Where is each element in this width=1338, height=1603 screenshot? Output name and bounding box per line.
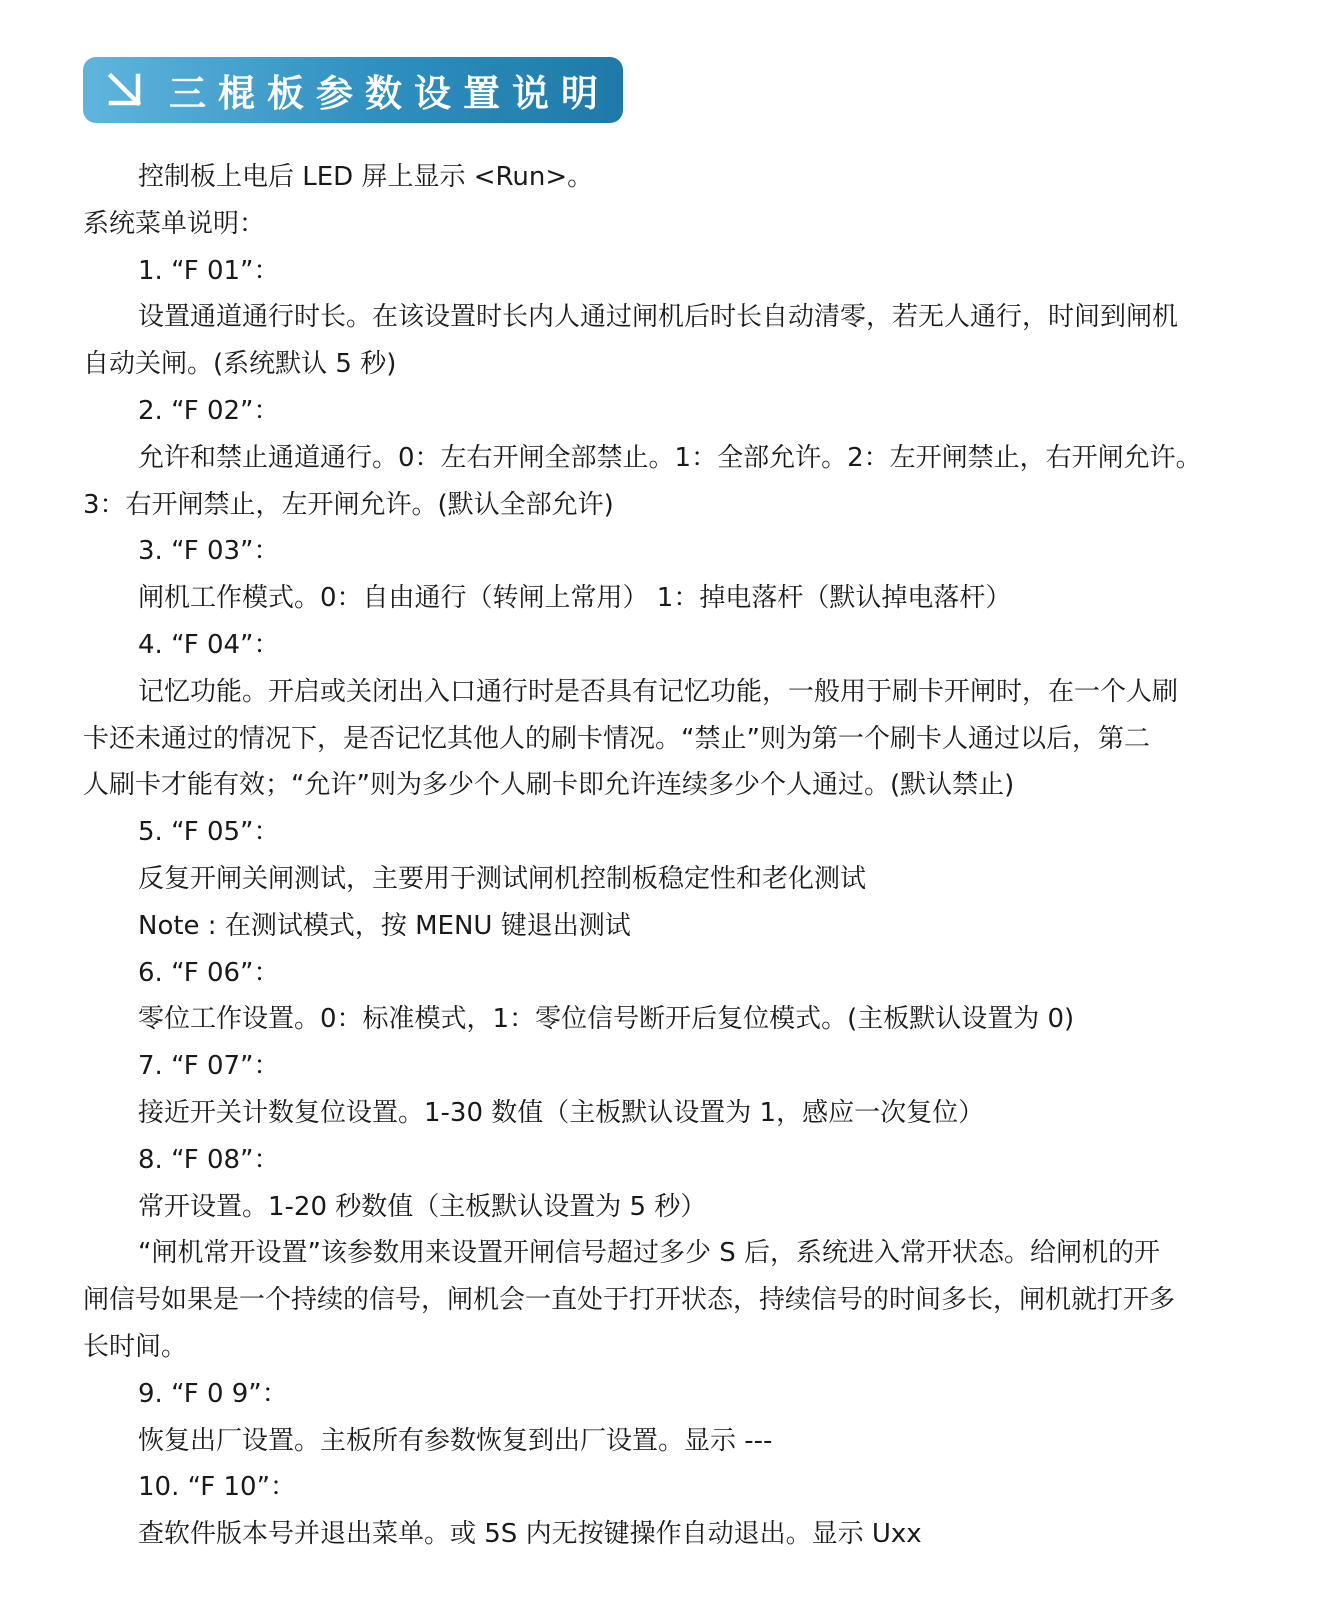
text-line: 卡还未通过的情况下，是否记忆其他人的刷卡情况。“禁止”则为第一个刷卡人通过以后，第二 xyxy=(83,723,1150,754)
text-line: 查软件版本号并退出菜单。或 5S 内无按键操作自动退出。显示 Uxx xyxy=(138,1519,922,1550)
document-body xyxy=(83,154,1273,1558)
text-line: 允许和禁止通道通行。0：左右开闸全部禁止。1：全部允许。2：左开闸禁止，右开闸允许。 xyxy=(138,442,1202,473)
text-line: 反复开闸关闸测试，主要用于测试闸机控制板稳定性和老化测试 xyxy=(138,863,867,894)
text-line: 设置通道通行时长。在该设置时长内人通过闸机后时长自动清零，若无人通行，时间到闸机 xyxy=(138,302,1179,333)
text-line: 常开设置。1-20 秒数值（主板默认设置为 5 秒） xyxy=(138,1191,707,1222)
text-line: 系统菜单说明： xyxy=(83,208,266,239)
text-line: 记忆功能。开启或关闭出入口通行时是否具有记忆功能，一般用于刷卡开闸时，在一个人刷 xyxy=(138,676,1179,707)
text-line: 长时间。 xyxy=(83,1331,188,1362)
text-line: Note : 在测试模式，按 MENU 键退出测试 xyxy=(138,910,631,941)
text-line: 恢复出厂设置。主板所有参数恢复到出厂设置。显示 --- xyxy=(138,1425,773,1456)
text-line: 7. “F 07”： xyxy=(138,1051,280,1082)
text-line: 9. “F 0 9”： xyxy=(138,1378,288,1409)
text-line: 3. “F 03”： xyxy=(138,536,280,567)
text-line: 10. “F 10”： xyxy=(138,1472,297,1503)
section-header xyxy=(83,57,623,123)
text-line: 3：右开闸禁止，左开闸允许。(默认全部允许) xyxy=(83,489,614,520)
text-line: 控制板上电后 LED 屏上显示 <Run>。 xyxy=(138,162,594,192)
text-line: 接近开关计数复位设置。1-30 数值（主板默认设置为 1，感应一次复位） xyxy=(138,1097,985,1128)
arrow-down-right-icon xyxy=(105,70,145,110)
text-line: 闸信号如果是一个持续的信号，闸机会一直处于打开状态，持续信号的时间多长，闸机就打开多 xyxy=(83,1285,1176,1316)
text-line: 4. “F 04”： xyxy=(138,629,280,660)
text-line: 自动关闸。(系统默认 5 秒) xyxy=(83,349,397,380)
text-line: 人刷卡才能有效；“允许”则为多少个人刷卡即允许连续多少个人通过。(默认禁止) xyxy=(83,770,1015,801)
text-line: 1. “F 01”： xyxy=(138,255,280,286)
text-line: 6. “F 06”： xyxy=(138,957,280,988)
section-title: 三棍板参数设置说明 xyxy=(169,72,610,115)
text-line: 5. “F 05”： xyxy=(138,817,280,848)
text-line: 2. “F 02”： xyxy=(138,395,280,426)
text-line: 零位工作设置。0：标准模式，1：零位信号断开后复位模式。(主板默认设置为 0) xyxy=(138,1004,1075,1035)
text-line: 闸机工作模式。0：自由通行（转闸上常用） 1：掉电落杆（默认掉电落杆） xyxy=(138,583,1012,614)
text-line: “闸机常开设置”该参数用来设置开闸信号超过多少 S 后，系统进入常开状态。给闸机的开 xyxy=(138,1238,1160,1269)
text-line: 8. “F 08”： xyxy=(138,1144,280,1175)
